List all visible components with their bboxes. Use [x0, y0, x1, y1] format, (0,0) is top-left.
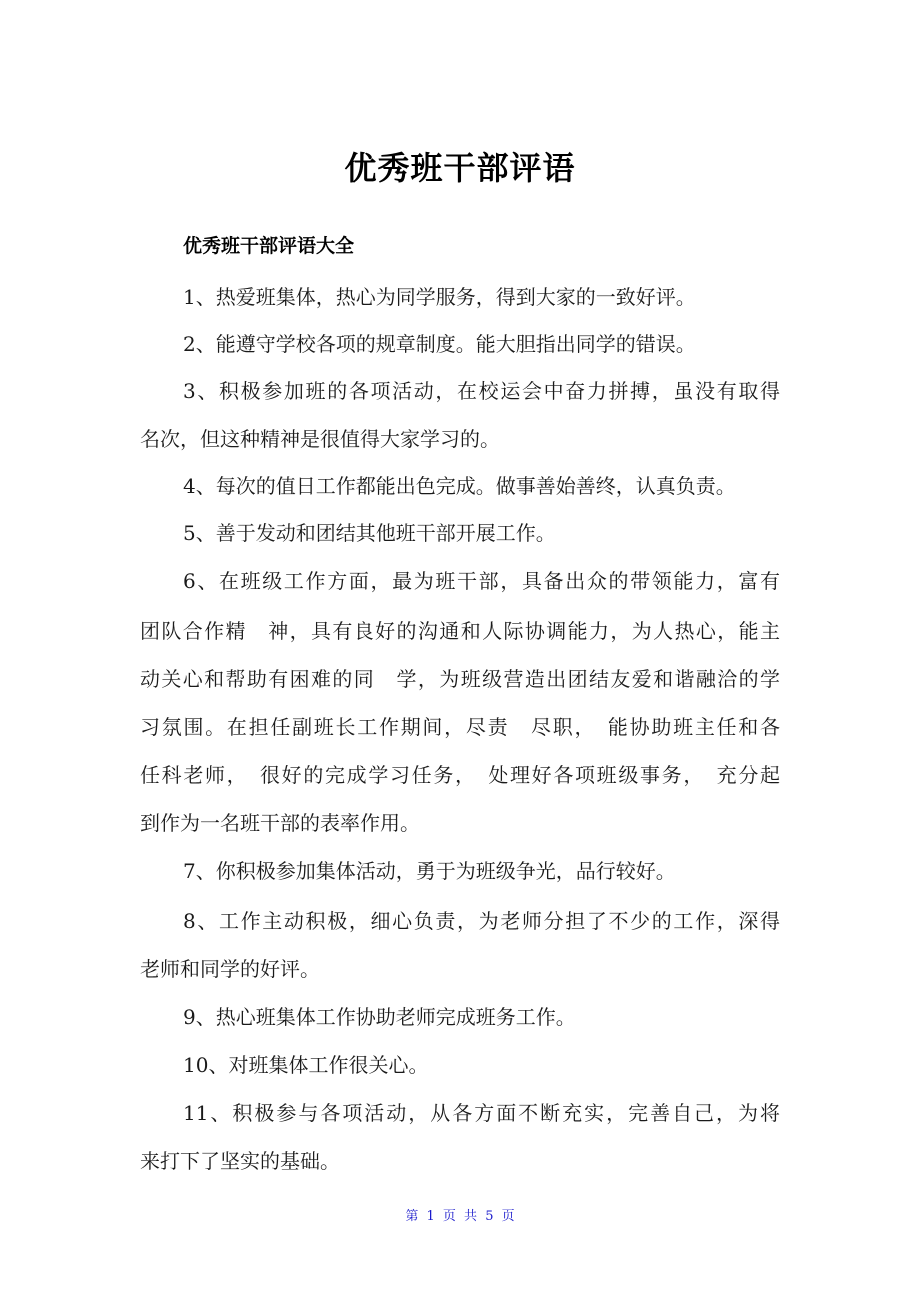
page-number-footer: 第 1 页 共 5 页 — [405, 1209, 515, 1224]
text-line: 8、工作主动积极，细心负责，为老师分担了不少的工作，深得 — [183, 909, 780, 933]
section-heading: 优秀班干部评语大全 — [183, 235, 355, 257]
text-line: 5、善于发动和团结其他班干部开展工作。 — [183, 521, 556, 545]
text-line: 9、热心班集体工作协助老师完成班务工作。 — [183, 1005, 576, 1029]
text-line: 2、能遵守学校各项的规章制度。能大胆指出同学的错误。 — [183, 332, 696, 356]
text-line: 老师和同学的好评。 — [140, 957, 320, 981]
text-line: 任科老师， 很好的完成学习任务， 处理好各项班级事务， 充分起 — [140, 763, 780, 787]
text-line: 10、对班集体工作很关心。 — [183, 1053, 429, 1077]
text-line: 4、每次的值日工作都能出色完成。做事善始善终，认真负责。 — [183, 474, 736, 498]
page-title: 优秀班干部评语 — [344, 149, 576, 187]
text-line: 习氛围。在担任副班长工作期间，尽责 尽职， 能协助班主任和各 — [140, 715, 780, 739]
text-line: 3、积极参加班的各项活动，在校运会中奋力拼搏，虽没有取得 — [183, 379, 780, 403]
text-line: 11、积极参与各项活动，从各方面不断充实，完善自己，为将 — [183, 1101, 780, 1125]
text-line: 来打下了坚实的基础。 — [140, 1149, 340, 1173]
text-line: 7、你积极参加集体活动，勇于为班级争光，品行较好。 — [183, 859, 676, 883]
text-line: 1、热爱班集体，热心为同学服务，得到大家的一致好评。 — [183, 285, 696, 309]
text-line: 动关心和帮助有困难的同 学，为班级营造出团结友爱和谐融洽的学 — [140, 667, 780, 691]
text-line: 名次，但这种精神是很值得大家学习的。 — [140, 427, 500, 451]
text-line: 到作为一名班干部的表率作用。 — [140, 811, 420, 835]
text-line: 团队合作精 神，具有良好的沟通和人际协调能力，为人热心，能主 — [140, 619, 780, 643]
text-line: 6、在班级工作方面，最为班干部，具备出众的带领能力，富有 — [183, 569, 780, 593]
